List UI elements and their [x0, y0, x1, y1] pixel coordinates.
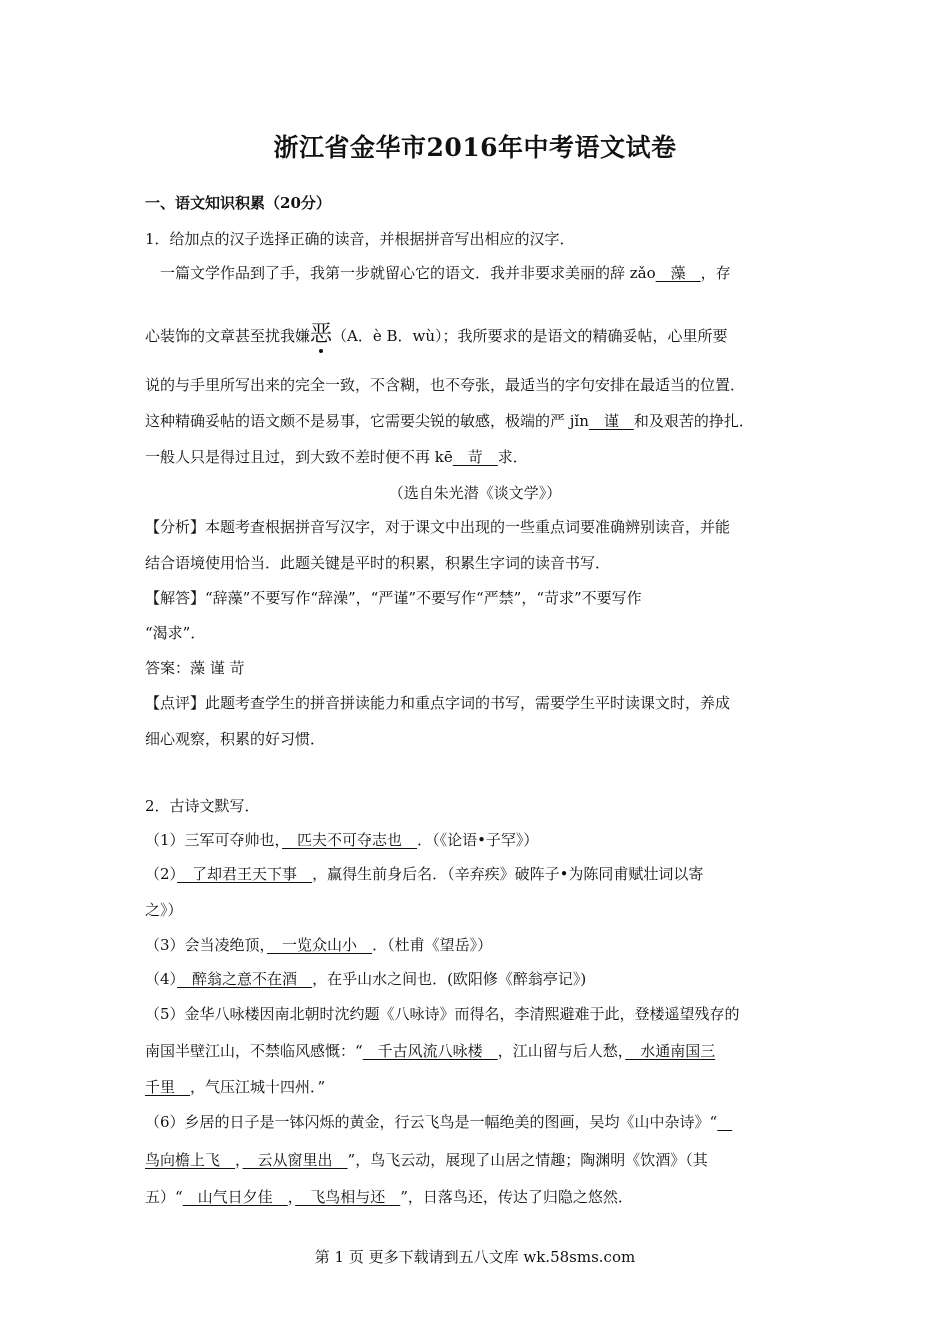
q1-passage-line-3: 说的与手里所写出来的完全一致，不含糊，也不夸张，最适当的字句安排在最适当的位置．: [145, 376, 746, 394]
q2-item-2-continued: 之》）: [145, 901, 183, 919]
answer-blank: 千古风流八咏楼: [362, 1042, 498, 1060]
solution-line-2: “渴求”．: [145, 624, 206, 642]
analysis-line-2: 结合语境使用恰当．此题关键是平时的积累，积累生字词的读音书写．: [145, 554, 611, 572]
answer-blank: 云从窗里出: [242, 1151, 348, 1169]
answer-blank: 水通南国三: [625, 1042, 716, 1060]
page-footer: 第 1 页 更多下载请到五八文库 wk.58sms.com: [314, 1248, 636, 1266]
q2-item-5-line-3: 千里 ，气压江城十四州．”: [145, 1078, 326, 1096]
answer-line: 答案：藻 谨 苛: [145, 659, 245, 677]
answer-blank: 匹夫不可夺志也: [282, 831, 418, 849]
comment-line-2: 细心观察，积累的好习惯．: [145, 730, 326, 748]
section-heading: 一、语文知识积累（20分）: [145, 194, 331, 212]
answer-blank: 谨: [588, 412, 634, 430]
emphasis-dot: [319, 349, 323, 353]
q1-passage-line-1: 一篇文学作品到了手，我第一步就留心它的语文．我并非要求美丽的辞 zǎo 藻 ，存: [160, 264, 731, 282]
answer-blank: 鸟向檐上飞: [145, 1151, 236, 1169]
answer-blank: 山气日夕佳: [182, 1188, 288, 1206]
answer-blank: 了却君王天下事: [177, 865, 313, 883]
q1-passage-line-5: 一般人只是得过且过，到大致不差时便不再 kē 苛 求．: [145, 448, 528, 466]
page-title: 浙江省金华市2016年中考语文试卷: [273, 133, 677, 162]
answer-blank: 藻: [655, 264, 701, 282]
passage-source: （选自朱光潜《谈文学》）: [388, 484, 562, 502]
dotted-character: 恶: [310, 322, 332, 347]
q2-item-2: （2） 了却君王天下事 ，赢得生前身后名．（辛弃疾》破阵子•为陈同甫赋壮词以寄: [145, 865, 704, 883]
solution-line-1: 【解答】“辞藻”不要写作“辞澡”，“严谨”不要写作“严禁”，“苛求”不要写作: [145, 589, 642, 607]
q2-item-1: （1）三军可夺帅也， 匹夫不可夺志也 ．（《论语•子罕》）: [145, 831, 539, 849]
q2-item-5: （5）金华八咏楼因南北朝时沈约题《八咏诗》而得名，李清熙避难于此，登楼遥望残存的: [145, 1005, 740, 1023]
answer-blank: 千里: [145, 1078, 191, 1096]
comment-line-1: 【点评】此题考查学生的拼音拼读能力和重点字词的书写，需要学生平时读课文时，养成: [145, 694, 731, 712]
q2-item-3: （3）会当凌绝顶， 一览众山小 ．（杜甫《望岳》）: [145, 936, 493, 954]
q2-item-6-line-2: 鸟向檐上飞 ， 云从窗里出 ”，鸟飞云动，展现了山居之情趣；陶渊明《饮酒》（其: [145, 1151, 708, 1169]
answer-blank: [717, 1113, 732, 1131]
answer-blank: 醉翁之意不在酒: [177, 970, 313, 988]
q2-prompt: 2．古诗文默写．: [145, 797, 260, 815]
q2-item-6-line-3: 五）“ 山气日夕佳 ， 飞鸟相与还 ”，日落鸟还，传达了归隐之悠然．: [145, 1188, 633, 1206]
q2-item-4: （4） 醉翁之意不在酒 ，在乎山水之间也．(欧阳修《醉翁亭记》): [145, 970, 587, 988]
answer-blank: 苛: [452, 448, 498, 466]
q1-prompt: 1．给加点的汉子选择正确的读音，并根据拼音写出相应的汉字．: [145, 230, 575, 248]
analysis-line-1: 【分析】本题考查根据拼音写汉字，对于课文中出现的一些重点词要准确辨别读音，并能: [145, 518, 731, 536]
q2-item-5-line-2: 南国半壁江山，不禁临风感慨：“ 千古风流八咏楼 ，江山留与后人愁， 水通南国三: [145, 1042, 716, 1060]
q1-passage-line-4: 这种精确妥帖的语文颇不是易事，它需要尖锐的敏感，极端的严 jǐn 谨 和及艰苦的挣扎．: [145, 412, 754, 430]
answer-blank: 一览众山小: [267, 936, 373, 954]
answer-blank: 飞鸟相与还: [295, 1188, 401, 1206]
q1-passage-line-2: 心装饰的文章甚至扰我嫌恶 （A．è B．wù）；我所要求的是语文的精确妥帖，心里所要: [145, 317, 728, 348]
q2-item-6: （6）乡居的日子是一钵闪烁的黄金，行云飞鸟是一幅绝美的图画，吴均《山中杂诗》“: [145, 1111, 732, 1132]
